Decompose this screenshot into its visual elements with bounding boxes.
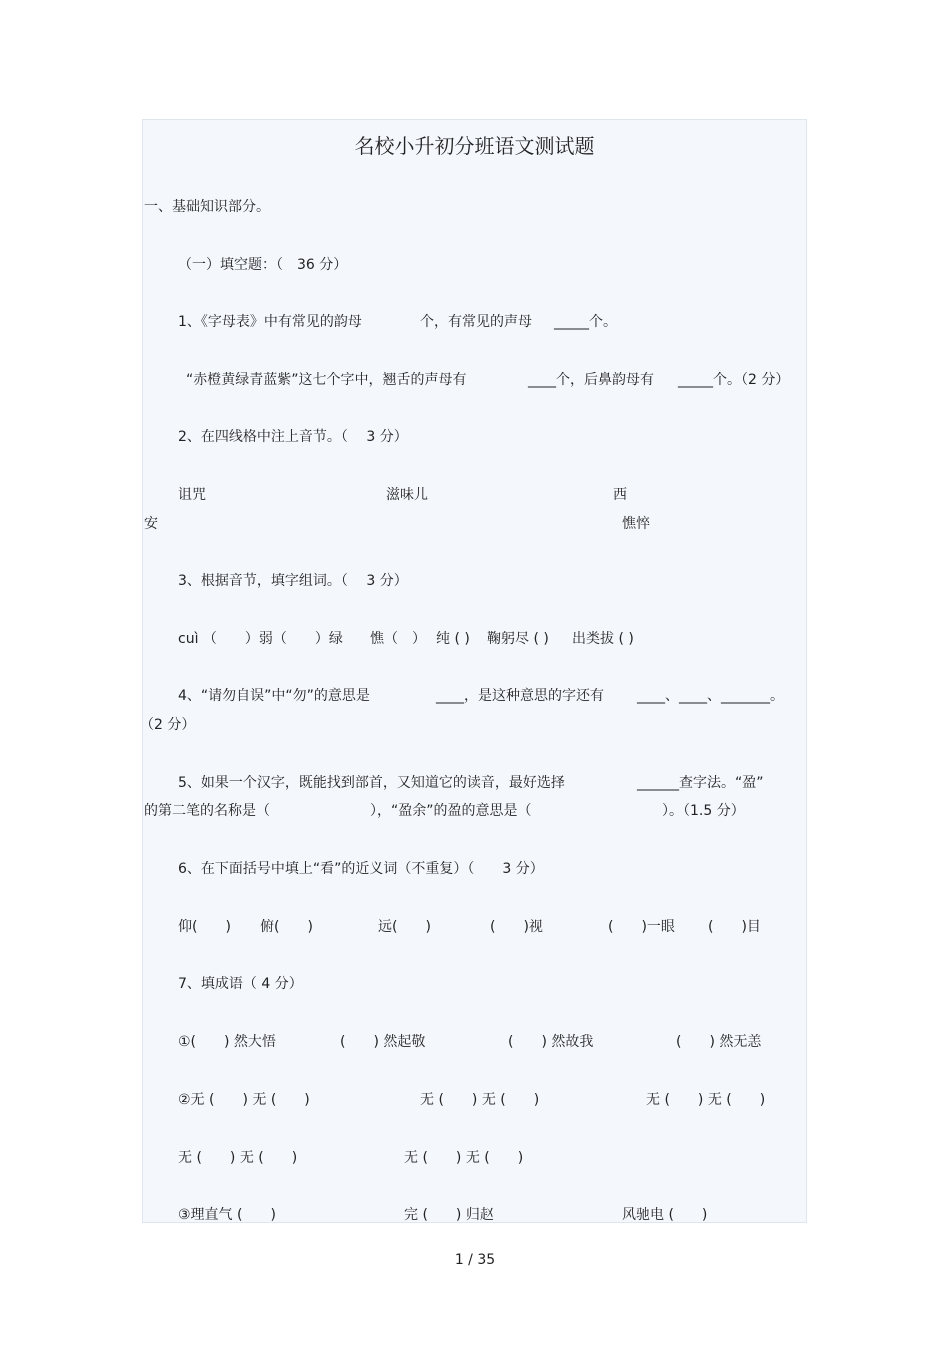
- q7-idiom: 完 ( ) 归赵: [404, 1207, 494, 1223]
- page-panel: [142, 119, 807, 1223]
- q6-item: 仰( ): [178, 919, 231, 935]
- page-number: 1 / 35: [454, 1252, 496, 1268]
- q4-text-a: 4、“请勿自误”中“勿”的意思是: [178, 688, 370, 704]
- q4-text-c: ____、____、_______。: [637, 688, 784, 704]
- q6-text: 6、在下面括号中填上“看”的近义词（不重复）（ 3 分）: [178, 861, 544, 877]
- q2-word: 西: [613, 487, 627, 503]
- q2-text: 2、在四线格中注上音节。（ 3 分）: [178, 429, 408, 445]
- q3-item: 纯 ( ): [436, 631, 470, 647]
- q4-text-b: ____，是这种意思的字还有: [436, 688, 604, 704]
- q7-idiom: 无 ( ) 无 ( ): [178, 1150, 298, 1166]
- q7-idiom: 无 ( ) 无 ( ): [420, 1092, 540, 1108]
- q7-idiom: ③理直气 ( ): [178, 1207, 276, 1223]
- q3-item: cuì （ ）弱（ ）绿: [178, 631, 343, 647]
- q3-item: 出类拔 ( ): [572, 631, 634, 647]
- section-heading: 一、基础知识部分。: [144, 199, 270, 215]
- q2-word: 滋味儿: [386, 487, 428, 503]
- q7-idiom: 风驰电 ( ): [622, 1207, 708, 1223]
- q3-text: 3、根据音节，填字组词。（ 3 分）: [178, 573, 408, 589]
- q5-text-a: 5、如果一个汉字，既能找到部首，又知道它的读音，最好选择: [178, 775, 565, 791]
- q6-item: ( )目: [708, 919, 761, 935]
- q2-word: 憔悴: [622, 516, 650, 532]
- q1-text-a: 1、《字母表》中有常见的韵母: [178, 314, 362, 330]
- q2-word: 诅咒: [178, 487, 206, 503]
- q1b-text-a: “赤橙黄绿青蓝紫”这七个字中，翘舌的声母有: [186, 372, 467, 388]
- q7-idiom: ( ) 然无恙: [676, 1034, 762, 1050]
- q3-item: 鞠躬尽 ( ): [487, 631, 549, 647]
- page-title: 名校小升初分班语文测试题: [354, 134, 595, 158]
- q5-text-b: ______查字法。“盈”: [637, 775, 764, 791]
- q2-word: 安: [144, 516, 158, 532]
- q1b-text-c: _____个。（2 分）: [678, 372, 790, 388]
- q5-text-c: 的第二笔的名称是（: [144, 803, 270, 819]
- q6-item: ( )视: [490, 919, 543, 935]
- q7-text: 7、填成语（ 4 分）: [178, 976, 303, 992]
- q6-item: ( )一眼: [608, 919, 675, 935]
- q5-text-e: ）。（1.5 分）: [662, 803, 745, 819]
- q1-text-b: 个，有常见的声母: [420, 314, 532, 330]
- q7-idiom: 无 ( ) 无 ( ): [404, 1150, 524, 1166]
- q3-item: 憔（ ）: [370, 631, 426, 647]
- q7-idiom: 无 ( ) 无 ( ): [646, 1092, 766, 1108]
- q4-text-d: （2 分）: [140, 717, 196, 733]
- q7-idiom: ( ) 然故我: [508, 1034, 594, 1050]
- q6-item: 远( ): [378, 919, 431, 935]
- sub-heading: （一）填空题：（ 36 分）: [178, 257, 348, 273]
- q6-item: 俯( ): [260, 919, 313, 935]
- q1b-text-b: ____个，后鼻韵母有: [528, 372, 654, 388]
- q7-idiom: ( ) 然起敬: [340, 1034, 426, 1050]
- q7-idiom: ①( ) 然大悟: [178, 1034, 276, 1050]
- q1-text-c: _____个。: [554, 314, 617, 330]
- q5-text-d: ），“盈余”的盈的意思是（: [370, 803, 532, 819]
- q7-idiom: ②无 ( ) 无 ( ): [178, 1092, 310, 1108]
